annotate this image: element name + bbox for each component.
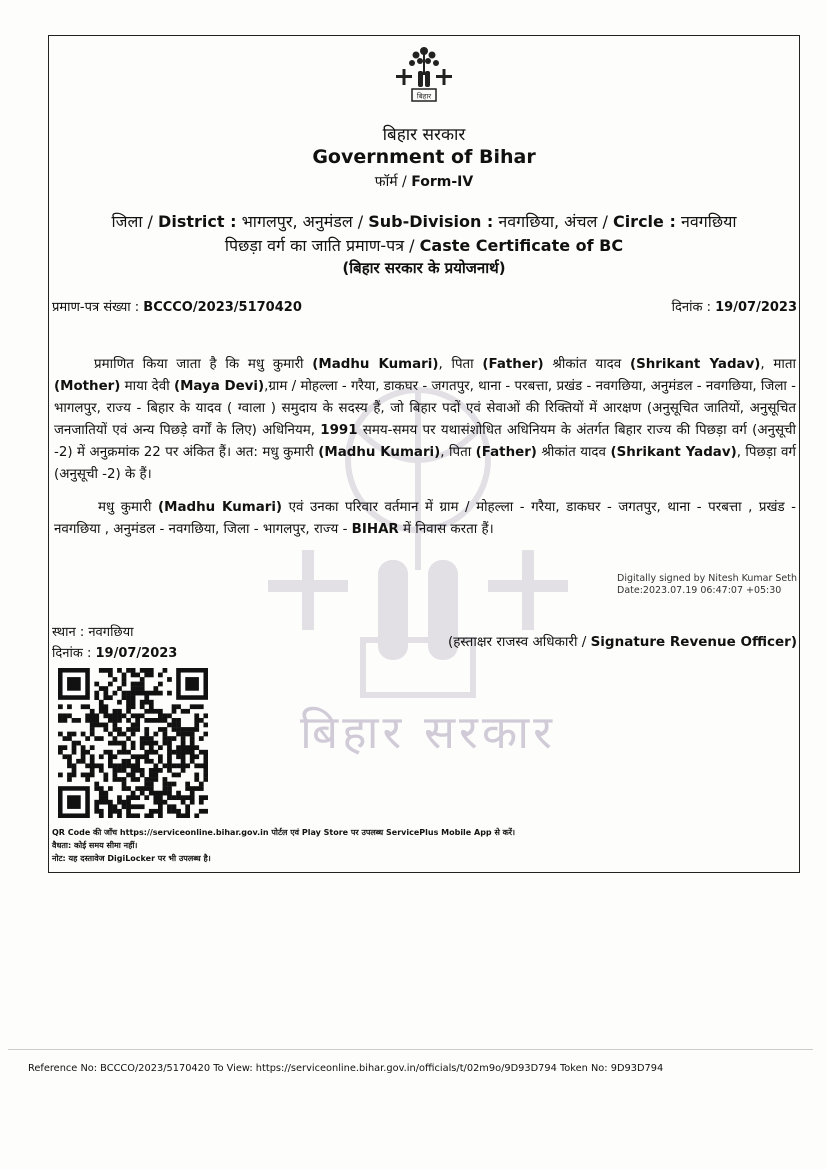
p2-text: एवं उनका परिवार वर्तमान में ग्राम / मोहल्ला - गरैया, डाकघर - जगतपुर, थाना - परबत्ता , प्रखंड - नवगछिया , अनुमंडल - नवगछिया, जिला - भागलपुर, राज्य - xyxy=(54,500,796,537)
circle-value: नवगछिया xyxy=(680,212,737,231)
form-label xyxy=(48,172,800,191)
p1-text: , पिता xyxy=(438,357,483,372)
cert-number-label: प्रमाण-पत्र संख्या : xyxy=(52,300,140,315)
p1-year: 1991 xyxy=(320,423,358,438)
p2-text: मधु कुमारी xyxy=(98,500,158,515)
p1-father-label: (Father) xyxy=(482,357,544,372)
p1-text: , माता xyxy=(760,357,796,372)
certificate-paragraph-1 xyxy=(54,354,796,486)
p1-name: (Madhu Kumari) xyxy=(312,357,439,372)
title-hindi: बिहार सरकार xyxy=(382,125,466,145)
place-date-line xyxy=(52,643,177,661)
place-date-label: दिनांक : xyxy=(52,646,96,661)
p2-text: में निवास करता हैं। xyxy=(398,522,494,537)
place-line xyxy=(52,622,134,640)
purpose-line: (बिहार सरकार के प्रयोजनार्थ) xyxy=(342,259,506,277)
certificate-title xyxy=(48,234,800,256)
emblem-label: बिहार xyxy=(416,92,432,101)
place-value: नवगछिया xyxy=(88,625,134,640)
p1-text: , पिता xyxy=(440,445,476,460)
subdivision-value: नवगछिया, अंचल / xyxy=(498,212,608,231)
p1-mother-name: (Maya Devi) xyxy=(173,379,265,394)
title-english: Government of Bihar xyxy=(312,146,536,168)
district-hi: जिला / xyxy=(111,212,153,231)
officer-hi: (हस्ताक्षर राजस्व अधिकारी / xyxy=(447,634,587,650)
p1-text: प्रमाणित किया जाता है कि मधु कुमारी xyxy=(94,357,313,372)
notes xyxy=(52,826,515,865)
p1-text: श्रीकांत यादव xyxy=(536,445,611,460)
circle-en: Circle : xyxy=(612,212,676,231)
digital-signature-date: Date:2023.07.19 06:47:07 +05:30 xyxy=(617,585,782,596)
form-hindi: फॉर्म / xyxy=(374,174,407,190)
p1-father-name: (Shrikant Yadav) xyxy=(610,445,737,460)
p1-text: समय-समय पर यथासंशोधित अधिनियम के अंतर्गत बिहार राज्य की पिछड़ा वर्ग (अनुसूची -2) में अनुक्रमांक 22 पर अंकित हैं। अत: मधु कुमारी xyxy=(54,423,796,460)
note-digilocker: नोट: यह दस्तावेज DigiLocker पर भी उपलब्ध है। xyxy=(52,854,211,863)
p1-father-label: (Father) xyxy=(475,445,537,460)
p1-text: ,ग्राम / मोहल्ला - गरैया, डाकघर - जगतपुर, थाना - परबत्ता, प्रखंड - नवगछिया, अनुमंडल - नवगछिया, जिला - भागलपुर, राज्य - बिहार के यादव ( ग्वाला ) समुदाय के सदस्य हैं, जो बिहार पदों एवं सेवाओं की रिक्तियों में आरक्षण (अनुसूचित जातियों, अनुसूचित जनजातियों एवं अन्य पिछड़े वर्गों के लिए) अधिनियम, xyxy=(54,379,796,438)
signature-officer xyxy=(448,632,797,650)
place-date-value: 19/07/2023 xyxy=(95,646,178,661)
qr-code[interactable] xyxy=(58,668,208,818)
place-label: स्थान : xyxy=(52,625,89,640)
district-en: District : xyxy=(158,212,237,231)
note-qr: QR Code की जाँच https://serviceonline.bihar.gov.in पोर्टल एवं Play Store पर उपलब्ध ServicePlus Mobile App से करें। xyxy=(52,828,516,837)
p1-text: , पिछड़ा वर्ग (अनुसूची -2) के हैं। xyxy=(54,445,796,482)
certificate-paragraph-2 xyxy=(54,497,796,541)
p2-state: BIHAR xyxy=(351,522,399,537)
p2-name: (Madhu Kumari) xyxy=(158,500,283,515)
bihar-emblem-icon xyxy=(392,41,456,105)
p1-text: श्रीकांत यादव xyxy=(543,357,630,372)
cert-title-en: Caste Certificate of BC xyxy=(419,236,624,255)
certificate-number xyxy=(52,297,302,315)
watermark-text: बिहार सरकार xyxy=(300,705,556,759)
certificate-date xyxy=(672,297,797,315)
cert-date-label: दिनांक : xyxy=(671,300,711,315)
digital-signature-by: Digitally signed by Nitesh Kumar Seth xyxy=(617,573,798,584)
form-english: Form-IV xyxy=(411,174,474,190)
officer-en: Signature Revenue Officer) xyxy=(590,634,797,650)
cert-number-value: BCCCO/2023/5170420 xyxy=(143,300,302,315)
reference-footer: Reference No: BCCCO/2023/5170420 To View: https://serviceonline.bihar.gov.in/officials/t/02m9o/9D93D794 Token No: 9D93D794 xyxy=(28,1063,664,1074)
note-validity: वैधता: कोई समय सीमा नहीं। xyxy=(52,841,138,850)
district-line xyxy=(48,210,800,232)
p1-mother-label: (Mother) xyxy=(54,379,121,394)
district-value: भागलपुर, अनुमंडल / xyxy=(241,212,364,231)
p1-name: (Madhu Kumari) xyxy=(318,445,441,460)
p1-father-name: (Shrikant Yadav) xyxy=(629,357,761,372)
cert-date-value: 19/07/2023 xyxy=(715,300,797,315)
subdivision-en: Sub-Division : xyxy=(368,212,494,231)
footer-divider xyxy=(8,1049,813,1050)
cert-title-hi: पिछड़ा वर्ग का जाति प्रमाण-पत्र / xyxy=(224,236,415,255)
digital-signature xyxy=(617,573,797,597)
p1-text: माया देवी xyxy=(120,379,174,394)
